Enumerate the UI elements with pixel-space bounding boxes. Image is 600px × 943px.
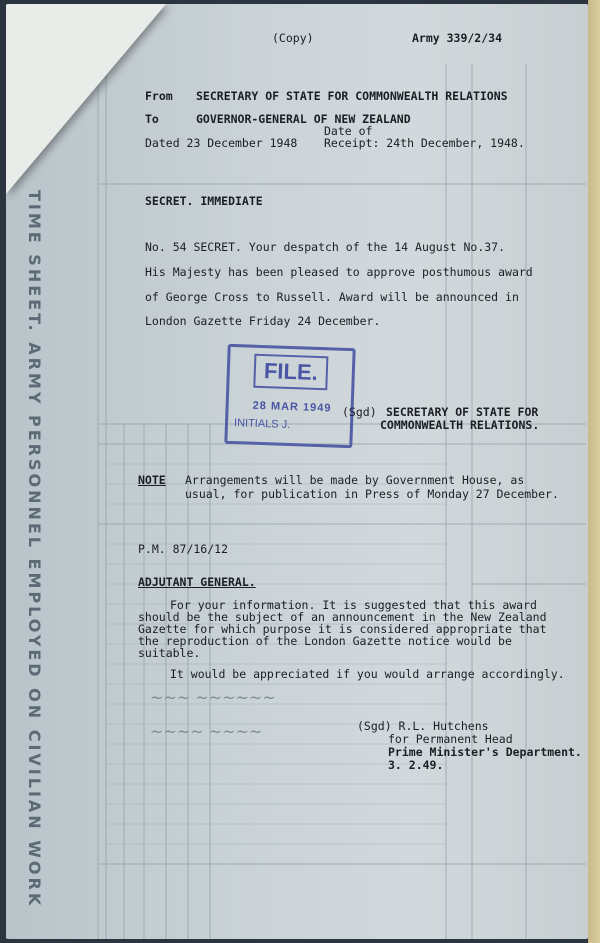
minute-para1-line-3: Gazette for which purpose it is considered appropriate that (138, 622, 547, 636)
minute-heading: ADJUTANT GENERAL. (138, 575, 256, 589)
signature2-date: 3. 2.49. (388, 758, 444, 772)
receipt-line: Receipt: 24th December, 1948. (324, 136, 525, 150)
message-line-1: No. 54 SECRET. Your despatch of the 14 August No.37. (145, 240, 506, 254)
dated-line: Dated 23 December 1948 (145, 136, 298, 150)
to-value: GOVERNOR-GENERAL OF NEW ZEALAND (196, 112, 411, 126)
minute-para1-line-4: the reproduction of the London Gazette notice would be (138, 634, 512, 648)
message-line-4: London Gazette Friday 24 December. (145, 314, 381, 328)
from-value: SECRETARY OF STATE FOR COMMONWEALTH RELATIONS (196, 89, 508, 103)
date-of-label: Date of (324, 124, 373, 138)
signature2-sgd: (Sgd) R.L. Hutchens (357, 719, 489, 733)
file-stamp-label: FILE. (253, 354, 328, 391)
file-stamp-date: 28 MAR 1949 (252, 399, 332, 415)
from-label: From (145, 89, 173, 103)
file-stamp-initials: INITIALS J. (233, 417, 291, 432)
file-stamp (224, 344, 355, 448)
minute-para1-line-5: suitable. (138, 646, 201, 660)
copy-label: (Copy) (272, 31, 314, 45)
minute-para1-line-1: For your information. It is suggested that this award (170, 598, 537, 612)
form-side-title: TIME SHEET. ARMY PERSONNEL EMPLOYED ON CIVILIAN WORK (25, 190, 44, 909)
classification: SECRET. IMMEDIATE (145, 194, 263, 208)
minute-para1-line-2: should be the subject of an announcement in the New Zealand (138, 610, 547, 624)
signature-line-1: SECRETARY OF STATE FOR (386, 405, 539, 419)
binder-edge (588, 0, 600, 943)
folded-corner (6, 4, 166, 194)
signature-sgd: (Sgd) (342, 405, 377, 419)
note-label: NOTE (138, 473, 166, 487)
message-line-2: His Majesty has been pleased to approve posthumous award (145, 265, 533, 279)
pencil-annotation-1: ~~~ ~~~~~~ (150, 688, 276, 707)
to-label: To (145, 112, 159, 126)
signature2-line-1: for Permanent Head (388, 732, 513, 746)
note-line-1: Arrangements will be made by Government House, as (185, 473, 525, 487)
message-line-3: of George Cross to Russell. Award will be announced in (145, 290, 519, 304)
pencil-annotation-2: ~~~~ ~~~~ (150, 722, 263, 741)
signature2-line-2: Prime Minister's Department. (388, 745, 582, 759)
minute-para2: It would be appreciated if you would arrange accordingly. (170, 667, 565, 681)
signature-line-2: COMMONWEALTH RELATIONS. (380, 418, 540, 432)
pm-reference: P.M. 87/16/12 (138, 542, 229, 556)
note-line-2: usual, for publication in Press of Monday 27 December. (185, 487, 559, 501)
reference-number: Army 339/2/34 (412, 31, 503, 45)
